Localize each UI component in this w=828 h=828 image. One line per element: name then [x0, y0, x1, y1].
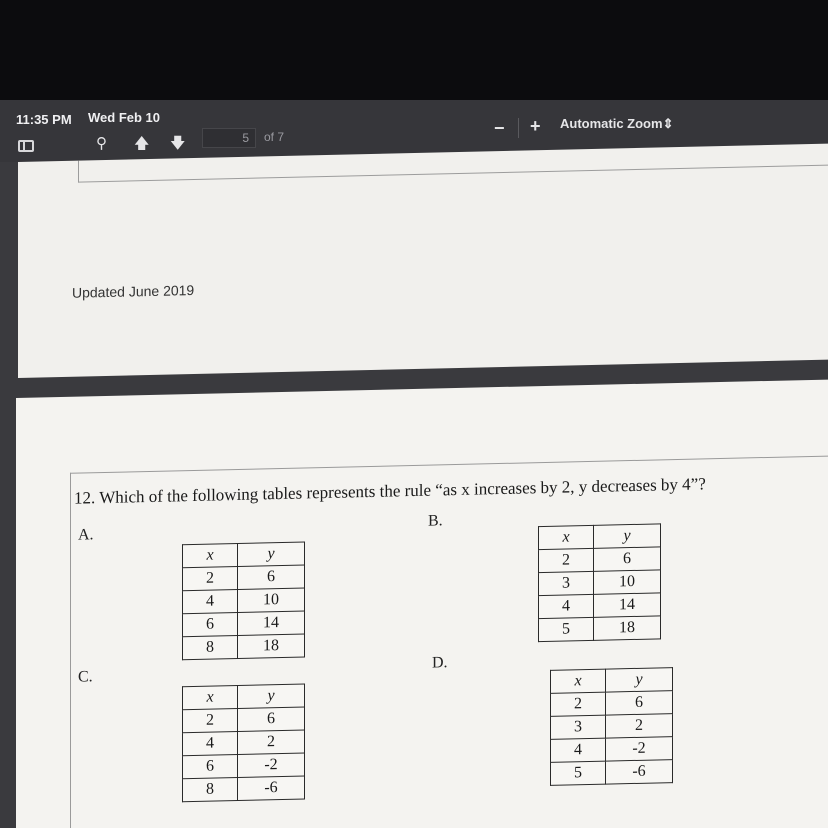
cell-y: 6 — [238, 565, 305, 590]
table-row — [183, 634, 305, 660]
table-header-y: y — [606, 668, 673, 693]
option-b-table — [538, 523, 661, 642]
table-header-x: x — [183, 685, 238, 709]
table-row — [539, 616, 661, 642]
option-d-label: D. — [432, 654, 448, 672]
option-d-table — [550, 667, 673, 786]
cell-y: 2 — [606, 714, 673, 739]
cell-y: 2 — [238, 730, 305, 755]
pdf-page-current — [16, 379, 828, 828]
table-row — [183, 730, 305, 756]
search-icon[interactable]: ⚲ — [96, 135, 107, 152]
table-row — [551, 691, 673, 717]
toolbar-divider — [518, 118, 519, 138]
table-header-y: y — [238, 684, 305, 709]
page-count: of 7 — [264, 130, 285, 144]
cell-y: -6 — [238, 776, 305, 801]
table-header-x: x — [539, 525, 594, 549]
table-row — [539, 547, 661, 573]
table-header-x: x — [183, 543, 238, 567]
question-text: 12. Which of the following tables represents the rule “as x increases by 2, y decreases by 4”? — [74, 474, 706, 508]
cell-y: -2 — [238, 753, 305, 778]
option-a-table — [182, 541, 305, 660]
cell-x: 5 — [539, 617, 594, 641]
table-row — [539, 593, 661, 619]
table-header-y: y — [238, 542, 305, 567]
cell-x: 4 — [183, 731, 238, 755]
page-number-input[interactable]: 5 — [202, 128, 256, 148]
table-row — [183, 565, 305, 591]
option-c-table — [182, 683, 305, 802]
option-b-label: B. — [428, 512, 443, 530]
cell-x: 3 — [539, 571, 594, 595]
cell-y: 18 — [594, 616, 661, 641]
cell-x: 2 — [551, 692, 606, 716]
table-row — [183, 707, 305, 733]
cell-x: 5 — [551, 761, 606, 785]
zoom-in-button[interactable]: + — [530, 116, 541, 136]
cell-x: 8 — [183, 635, 238, 659]
cell-x: 6 — [183, 754, 238, 778]
cell-x: 4 — [539, 594, 594, 618]
table-row — [539, 570, 661, 596]
table-row — [551, 737, 673, 763]
table-row — [183, 611, 305, 637]
sidebar-toggle-icon[interactable] — [18, 140, 34, 152]
cell-x: 6 — [183, 612, 238, 636]
option-a-label: A. — [78, 526, 94, 544]
cell-y: 6 — [238, 707, 305, 732]
cell-y: -6 — [606, 760, 673, 785]
cell-x: 4 — [551, 738, 606, 762]
previous-page-icon[interactable]: 🡅 — [134, 135, 150, 152]
cell-x: 3 — [551, 715, 606, 739]
cell-y: 18 — [238, 634, 305, 659]
table-row — [551, 714, 673, 740]
zoom-out-button[interactable]: − — [494, 118, 505, 138]
table-row — [551, 760, 673, 786]
zoom-select-value: Automatic Zoom — [560, 116, 663, 131]
cell-y: -2 — [606, 737, 673, 762]
cell-x: 4 — [183, 589, 238, 613]
next-page-icon[interactable]: 🡇 — [170, 135, 186, 152]
status-date: Wed Feb 10 — [88, 110, 161, 125]
table-header-x: x — [551, 669, 606, 693]
cell-x: 2 — [183, 708, 238, 732]
cell-y: 14 — [238, 611, 305, 636]
table-row — [183, 753, 305, 779]
table-row — [183, 588, 305, 614]
cell-x: 2 — [539, 548, 594, 572]
cell-x: 8 — [183, 777, 238, 801]
table-row — [183, 776, 305, 802]
status-time: 11:35 PM — [16, 112, 72, 127]
cell-x: 2 — [183, 566, 238, 590]
cell-y: 10 — [238, 588, 305, 613]
pdf-viewer-screen — [0, 100, 828, 828]
option-c-label: C. — [78, 668, 93, 686]
chevron-updown-icon: ⇕ — [662, 116, 674, 131]
page-footer-updated: Updated June 2019 — [72, 282, 195, 301]
cell-y: 14 — [594, 593, 661, 618]
cell-y: 10 — [594, 570, 661, 595]
table-header-y: y — [594, 524, 661, 549]
cell-y: 6 — [594, 547, 661, 572]
cell-y: 6 — [606, 691, 673, 716]
zoom-select[interactable] — [560, 116, 673, 132]
pdf-page-previous — [18, 143, 828, 378]
